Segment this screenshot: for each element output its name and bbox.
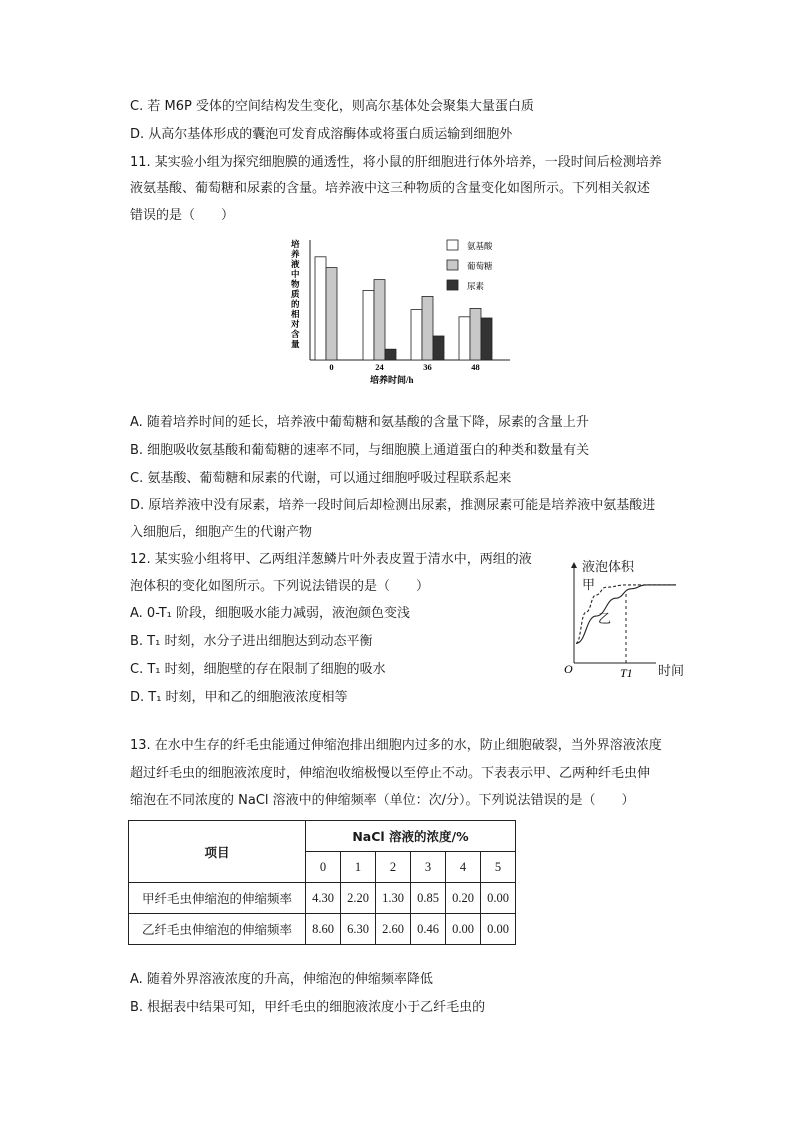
q12-line-chart [560,555,700,685]
q11-bar [459,317,470,360]
q11-x-axis-label: 培养时间/h [370,375,414,385]
q11-y-axis-label-char: 含 [291,330,300,340]
q12-option-b: B. T₁ 时刻，水分子进出细胞达到动态平衡 [130,634,373,649]
q11-bar [481,318,492,360]
q11-x-tick-label: 0 [329,362,334,372]
table-row-label: 乙纤毛虫伸缩泡的伸缩频率 [129,914,306,945]
table-cell: 6.30 [341,914,376,945]
q13-option-b: B. 根据表中结果可知，甲纤毛虫的细胞液浓度小于乙纤毛虫的 [130,1000,486,1015]
q11-y-axis-label-char: 量 [291,340,300,350]
q11-bar [326,268,337,360]
q11-stem-line1: 11. 某实验小组为探究细胞膜的通透性，将小鼠的肝细胞进行体外培养，一段时间后检测培养 [130,155,662,170]
q11-y-axis-label-char: 培 [291,240,300,250]
table-cell: 2.60 [376,914,411,945]
q12-series-jia-label: 甲 [582,578,596,593]
q12-option-c: C. T₁ 时刻，细胞壁的存在限制了细胞的吸水 [130,662,386,677]
q11-option-c: C. 氨基酸、葡萄糖和尿素的代谢，可以通过细胞呼吸过程联系起来 [130,471,512,486]
q11-option-d-line2: 入细胞后，细胞产生的代谢产物 [130,525,313,540]
table-concentration-cell: 1 [341,852,376,883]
table-cell: 4.30 [306,883,341,914]
q13-stem-line3: 缩泡在不同浓度的 NaCl 溶液中的伸缩频率（单位：次/分）。下列说法错误的是（ ） [130,793,635,808]
table-concentration-cell: 3 [411,852,446,883]
table-row [129,883,516,914]
q11-y-axis-label-char: 质 [291,290,300,300]
q11-bar [433,336,444,360]
table-cell: 1.30 [376,883,411,914]
table-cell: 0.46 [411,914,446,945]
table-cell: 2.20 [341,883,376,914]
q11-bar [315,257,326,360]
q11-bar [411,310,422,360]
q12-y-axis-label: 液泡体积 [582,560,635,575]
table-header-concentration: NaCl 溶液的浓度/% [306,821,516,852]
q12-option-d: D. T₁ 时刻，甲和乙的细胞液浓度相等 [130,690,348,705]
q11-stem-line2: 液氨基酸、葡萄糖和尿素的含量。培养液中这三种物质的含量变化如图所示。下列相关叙述 [130,181,651,196]
q11-bar [470,308,481,360]
q12-x-axis-label: 时间 [658,664,685,679]
q10-option-d: D. 从高尔基体形成的囊泡可发育成溶酶体或将蛋白质运输到细胞外 [130,127,513,142]
table-row [129,914,516,945]
q11-legend-label: 氨基酸 [467,242,493,252]
q11-bar [385,349,396,360]
table-cell: 0.00 [481,914,516,945]
table-cell: 0.00 [446,914,481,945]
q11-stem-line3: 错误的是（ ） [130,208,235,223]
q11-y-axis-label-char: 相 [291,310,300,320]
q10-option-c: C. 若 M6P 受体的空间结构发生变化，则高尔基体处会聚集大量蛋白质 [130,99,534,114]
q11-y-axis-label-char: 的 [291,300,300,310]
q11-bar [363,290,374,360]
q12-t1-label: T1 [620,666,633,680]
q11-x-tick-label: 36 [423,362,432,372]
q13-frequency-table [128,820,516,945]
q11-legend-label: 尿素 [467,282,485,292]
table-cell: 0.20 [446,883,481,914]
table-cell: 0.85 [411,883,446,914]
q11-bar [422,296,433,360]
q11-y-axis-label-char: 液 [291,260,300,270]
table-concentration-cell: 4 [446,852,481,883]
q11-y-axis-label-char: 中 [291,270,300,280]
q13-stem-line1: 13. 在水中生存的纤毛虫能通过伸缩泡排出细胞内过多的水，防止细胞破裂，当外界溶液浓度 [130,738,662,753]
q11-x-tick-label: 24 [375,362,384,372]
q11-legend-label: 葡萄糖 [467,262,493,272]
q12-option-a: A. 0-T₁ 阶段，细胞吸水能力减弱，液泡颜色变浅 [130,606,410,621]
q12-origin-label: O [564,662,573,676]
q11-x-tick-label: 48 [471,362,480,372]
q11-y-axis-label-char: 养 [291,250,300,260]
q13-stem-line2: 超过纤毛虫的细胞液浓度时，伸缩泡收缩极慢以至停止不动。下表表示甲、乙两种纤毛虫伸 [130,766,651,781]
table-concentration-cell: 0 [306,852,341,883]
q12-series-yi-label: 乙 [598,612,612,627]
q12-stem-line1: 12. 某实验小组将甲、乙两组洋葱鳞片叶外表皮置于清水中，两组的液 [130,552,532,567]
q11-legend-swatch [447,260,458,270]
q11-option-b: B. 细胞吸收氨基酸和葡萄糖的速率不同，与细胞膜上通道蛋白的种类和数量有关 [130,443,590,458]
table-row-label: 甲纤毛虫伸缩泡的伸缩频率 [129,883,306,914]
q11-bar-chart [285,235,525,390]
q11-legend-swatch [447,280,458,290]
table-header-item: 项目 [129,821,306,883]
q11-y-axis-label-vertical [290,239,300,350]
table-concentration-cell: 2 [376,852,411,883]
table-cell: 8.60 [306,914,341,945]
q11-bar [374,280,385,360]
q11-y-axis-label-char: 物 [291,280,300,290]
q11-y-axis-label-char: 对 [291,320,300,330]
q11-option-a: A. 随着培养时间的延长，培养液中葡萄糖和氨基酸的含量下降，尿素的含量上升 [130,415,589,430]
q11-legend-swatch [447,240,458,250]
table-concentration-cell: 5 [481,852,516,883]
q12-stem-line2: 泡体积的变化如图所示。下列说法错误的是（ ） [130,579,430,594]
q11-option-d-line1: D. 原培养液中没有尿素，培养一段时间后却检测出尿素，推测尿素可能是培养液中氨基酸进 [130,498,656,513]
q13-option-a: A. 随着外界溶液浓度的升高，伸缩泡的伸缩频率降低 [130,972,433,987]
table-cell: 0.00 [481,883,516,914]
